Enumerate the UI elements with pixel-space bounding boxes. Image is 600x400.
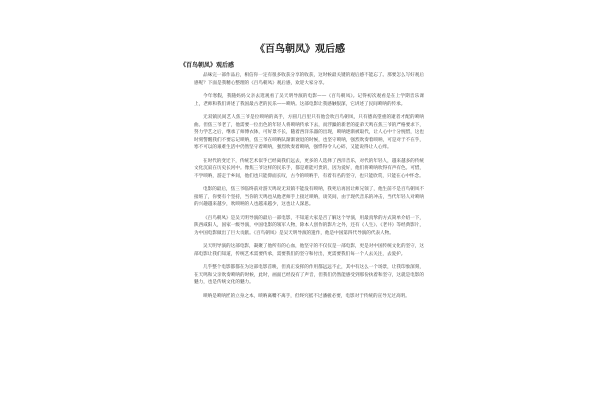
paragraph: 电影的最后，焦三爷临终前对游天鸣说无双镇不能没有唢呐，我死后再因让师兄领了，他生前不是百鸟朝凤不接班了，你要有个坚持，当你的天鸣也从他老师手上接过唢呐，谈笑间，由于现代音乐的冲击，当代年轻人对唢呐的兴趣越来越少，吹唢呐的人也越来越少，这也让人深思。 — [194, 187, 424, 207]
document-subtitle: 《百鸟朝凤》观后感 — [180, 62, 235, 69]
paragraph: 几乎整个电影都都在为这部电影首映，但真正发挥的作用都远远不止，其中有这么一个场景，让我印象深刻，在天鸣和父亲吹奏唢呐的时候，此时，画面已经没有了声音，但我们仍然能感受到那份执着和坚守，这就是电影的魅力，也是传统文化的魅力。 — [194, 265, 424, 285]
paragraph: 无双镇民间艺人焦三爷是位唢呐的高手，方圆几百里只有他会吹百鸟朝凤，只有德高望重的逝者才配的唢呐曲。但焦三爷老了，他需要一位出色的年轻人将唢呐传承下去，而浮躁的新老的徒弟天鸣在焦三爷的严格要求下，努力学艺之后，继承了师傅衣钵，可好景不长，随着西洋乐器的出现，唢呐逐渐被取代，让人心中十分惋惜，这也时刻警醒我们不要忘记唢呐，焦三爷在唢呐队渐渐衰退的时候，也坚守唢呐，强烈吹奏着唢呐，可是对于不在乎，寒不可以的艰难生活中仍然坚守着唢呐，强烈吹奏着唢呐，强悍得令人心碎，又能说得让人心痒。 — [194, 115, 424, 150]
paragraph: 品味完一部作品后，相信你一定有很多收获分享的收获，这时候最关键的观后感不能忘了。那要怎么写好观后感呢？下面是我精心整理的《百鸟朝凤》观后感，欢迎大家分享。 — [194, 73, 424, 86]
paragraph: 吴天明导演的这部电影，凝聚了他所有的心血，他坚守的不仅仅是一部电影，更是对中国传统文化的坚守，这部电影让我们知道，传统艺术需要传承，需要我们的坚守和付出，更需要我们每一个人去关注，去爱护。 — [194, 244, 424, 257]
document-title: 《百鸟朝凤》观后感 — [255, 44, 345, 55]
paragraph: 唢呐是唢呐匠的立身之本，唢呐离嘴不离手，但终究抵不过潘板必要，电影对于传统的宣导无过高明。 — [203, 293, 410, 299]
paragraph: 《百鸟朝凤》是吴天明导演的最后一部电影，不知道大家是否了解这个导演，用最真挚的方式简单介绍一下，陕西咸阳人，国家一级导演，中国电影的领军人物，除本人创作的影片之外，还有《人生》、《老井》等经典影片，为中国电影做出了巨大贡献。《百鸟朝凤》是吴天明导演的遗作，他是中国第四代导演的代表人物。 — [194, 215, 424, 236]
document-body — [194, 72, 424, 306]
paragraph: 今年寒假，我随妈妈父亲去逛观看了吴天明导演的电影——《百鸟朝凤》。记得初次观看是在上学期音乐课上，老师和我们讲述了我国最古老的民乐——唢呐。这部电影让我感触很深，它讲述了民间唢呐的传承。 — [194, 94, 424, 107]
paragraph: 在时代的变迁下，传统艺术似乎已经离我们远去，更多的人选择了西洋音乐，对代的年轻人，越来越多的传统文化沉寂在历史长河中。像焦三爷这样的民乐手，都是难能可贵的，因为爱好，他们将唢呐吹得有声有色。可惜，不学唢呐，游走于乡间，他们也只能仰面长叹，古今的唢呐手，有着有名的坚守，也只能欣赏，只能在心中怀念。 — [194, 158, 424, 179]
